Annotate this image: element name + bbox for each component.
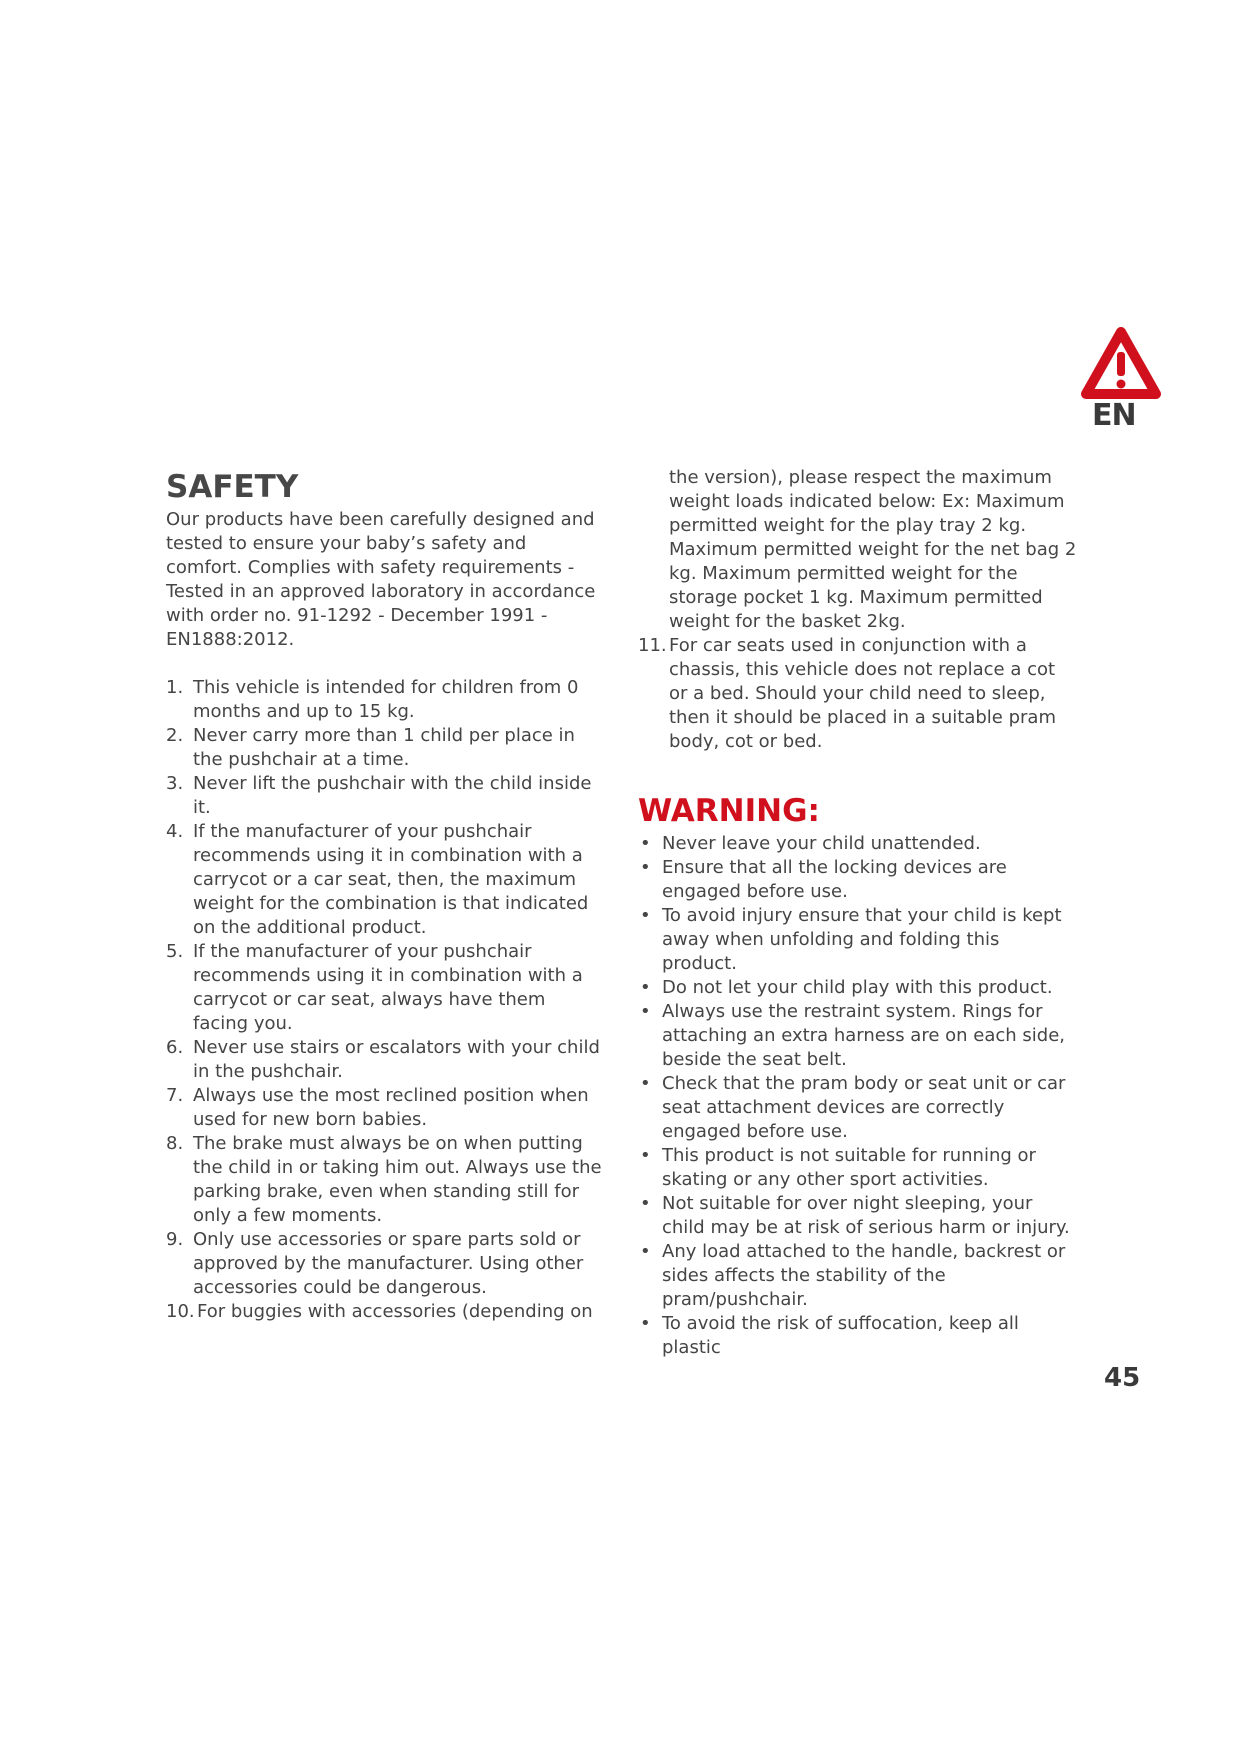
list-item: 3. Never lift the pushchair with the child inside it. bbox=[166, 773, 592, 818]
left-column bbox=[166, 468, 606, 1324]
right-column bbox=[638, 466, 1078, 1360]
list-item: • To avoid the risk of suffocation, keep all plastic bbox=[640, 1313, 1019, 1358]
warning-list bbox=[638, 832, 1078, 1360]
list-item: • Ensure that all the locking devices are engaged before use. bbox=[640, 857, 1007, 902]
list-item: • Always use the restraint system. Rings for attaching an extra harness are on each side, beside the seat belt. bbox=[640, 1001, 1066, 1070]
list-item: 6. Never use stairs or escalators with your child in the pushchair. bbox=[166, 1037, 600, 1082]
page-number: 45 bbox=[1104, 1363, 1141, 1393]
list-item: 9. Only use accessories or spare parts sold or approved by the manufacturer. Using other accessories could be dangerous. bbox=[166, 1229, 584, 1298]
list-item: 2. Never carry more than 1 child per place in the pushchair at a time. bbox=[166, 725, 575, 770]
safety-intro: Our products have been carefully designed and tested to ensure your baby’s safety and comfort. Complies with safety requirements - Tested in an approved laboratory in accordance with order no. 91-1292 - December 1991 - EN1888:2012. bbox=[166, 509, 596, 650]
list-item: • Check that the pram body or seat unit or car seat attachment devices are correctly engaged before use. bbox=[640, 1073, 1066, 1142]
list-item: 5. If the manufacturer of your pushchair recommends using it in combination with a carrycot or car seat, always have them facing you. bbox=[166, 941, 583, 1034]
language-code: EN bbox=[1092, 398, 1136, 433]
list-item-continued: the version), please respect the maximum weight loads indicated below: Ex: Maximum permitted weight for the play tray 2 kg. Maximum permitted weight for the net bag 2 kg. Maximum permitted weight for the storage pocket 1 kg. Maximum permitted weight for the basket 2kg. bbox=[669, 467, 1077, 632]
warning-triangle-icon bbox=[1080, 326, 1162, 404]
safety-list-continued bbox=[638, 634, 1078, 754]
list-item: 4. If the manufacturer of your pushchair recommends using it in combination with a carrycot or a car seat, then, the maximum weight for the combination is that indicated on the additional product. bbox=[166, 821, 589, 938]
list-item: 1. This vehicle is intended for children from 0 months and up to 15 kg. bbox=[166, 677, 579, 722]
list-item: • Not suitable for over night sleeping, your child may be at risk of serious harm or injury. bbox=[640, 1193, 1070, 1238]
list-item: 11. For car seats used in conjunction with a chassis, this vehicle does not replace a cot or a bed. Should your child need to sleep, then it should be placed in a suitable pram body, cot or bed. bbox=[638, 635, 1056, 752]
list-item: • Never leave your child unattended. bbox=[640, 833, 981, 854]
list-item: 10. For buggies with accessories (depending on bbox=[166, 1301, 593, 1322]
safety-heading: SAFETY bbox=[166, 469, 299, 505]
safety-list bbox=[166, 676, 606, 1324]
list-item: • Any load attached to the handle, backrest or sides affects the stability of the pram/pushchair. bbox=[640, 1241, 1066, 1310]
warning-heading: WARNING: bbox=[638, 793, 820, 829]
list-item: • To avoid injury ensure that your child is kept away when unfolding and folding this product. bbox=[640, 905, 1062, 974]
list-item: • This product is not suitable for running or skating or any other sport activities. bbox=[640, 1145, 1036, 1190]
list-item: 8. The brake must always be on when putting the child in or taking him out. Always use the parking brake, even when standing still for only a few moments. bbox=[166, 1133, 602, 1226]
list-item: • Do not let your child play with this product. bbox=[640, 977, 1053, 998]
list-item: 7. Always use the most reclined position when used for new born babies. bbox=[166, 1085, 589, 1130]
